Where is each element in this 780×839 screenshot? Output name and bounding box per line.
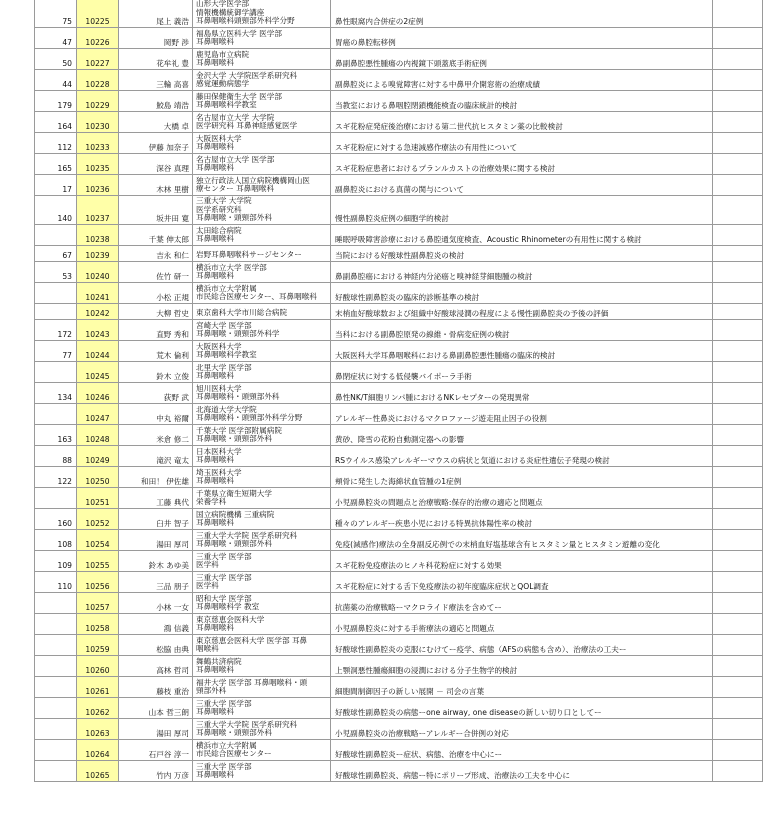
affiliation-cell[interactable]: 東京歯科大学市川総合病院 bbox=[193, 304, 331, 320]
presentation-title-cell[interactable]: 細胞間制御因子の新しい展開 － 司会の言葉 bbox=[331, 677, 713, 698]
row-number-cell[interactable]: 108 bbox=[35, 530, 77, 551]
presentation-title-cell[interactable]: スギ花粉免疫療法のヒノキ科花粉症に対する効果 bbox=[331, 551, 713, 572]
row-number-cell[interactable] bbox=[35, 362, 77, 383]
author-name-cell[interactable]: 吉永 和仁 bbox=[119, 246, 193, 262]
abstract-id-cell[interactable]: 10246 bbox=[77, 383, 119, 404]
table-row bbox=[35, 719, 763, 740]
table-row bbox=[35, 196, 763, 225]
row-number-cell[interactable]: 165 bbox=[35, 154, 77, 175]
row-number-cell[interactable] bbox=[35, 677, 77, 698]
table-row bbox=[35, 698, 763, 719]
row-number-cell[interactable]: 50 bbox=[35, 49, 77, 70]
table-row bbox=[35, 320, 763, 341]
empty-cell[interactable] bbox=[713, 154, 763, 175]
table-row bbox=[35, 467, 763, 488]
presentation-title-cell[interactable]: 好酸球性副鼻腔炎の病態ーone airway, one diseaseの新しい切り口としてー bbox=[331, 698, 713, 719]
table-row bbox=[35, 91, 763, 112]
author-name-cell[interactable]: 木林 里樹 bbox=[119, 175, 193, 196]
presentation-title-cell[interactable]: 黄砂、降雪の花粉自動測定器への影響 bbox=[331, 425, 713, 446]
author-name-cell[interactable]: 岡野 渉 bbox=[119, 28, 193, 49]
empty-cell[interactable] bbox=[713, 133, 763, 154]
abstract-id-cell[interactable]: 10243 bbox=[77, 320, 119, 341]
author-name-cell[interactable]: 大橋 卓 bbox=[119, 112, 193, 133]
affiliation-cell[interactable]: 名古屋市立大学 医学部 耳鼻咽喉科 bbox=[193, 154, 331, 175]
abstract-id-cell[interactable]: 10261 bbox=[77, 677, 119, 698]
affiliation-cell[interactable]: 横浜市立大学附属 市民総合医療センター、耳鼻咽喉科 bbox=[193, 283, 331, 304]
empty-cell[interactable] bbox=[713, 572, 763, 593]
presentation-title-cell[interactable]: 小児副鼻腔炎の治療戦略ーアレルギー合併例の対応 bbox=[331, 719, 713, 740]
row-number-cell[interactable]: 110 bbox=[35, 572, 77, 593]
author-name-cell[interactable]: 大柳 哲史 bbox=[119, 304, 193, 320]
row-number-cell[interactable]: 53 bbox=[35, 262, 77, 283]
presentation-title-cell[interactable]: 好酸球性副鼻腔炎の臨床的診断基準の検討 bbox=[331, 283, 713, 304]
presentation-title-cell[interactable]: 鼻副鼻腔癌における神経内分泌癌と嗅神経芽細胞腫の検討 bbox=[331, 262, 713, 283]
row-number-cell[interactable] bbox=[35, 304, 77, 320]
affiliation-cell[interactable]: 昭和大学 医学部 耳鼻咽喉科学 教室 bbox=[193, 593, 331, 614]
table-row bbox=[35, 635, 763, 656]
empty-cell[interactable] bbox=[713, 225, 763, 246]
abstract-id-cell[interactable]: 10258 bbox=[77, 614, 119, 635]
author-name-cell[interactable]: 山本 哲三朗 bbox=[119, 698, 193, 719]
abstract-id-cell[interactable]: 10227 bbox=[77, 49, 119, 70]
affiliation-cell[interactable]: 旭川医科大学 耳鼻咽喉科・頭頸部外科 bbox=[193, 383, 331, 404]
empty-cell[interactable] bbox=[713, 446, 763, 467]
abstract-id-cell[interactable]: 10233 bbox=[77, 133, 119, 154]
author-name-cell[interactable]: 滝沢 竜太 bbox=[119, 446, 193, 467]
presentation-title-cell[interactable]: 当科における副鼻腔原発の線維・骨病変症例の検討 bbox=[331, 320, 713, 341]
abstract-id-cell[interactable]: 10252 bbox=[77, 509, 119, 530]
abstract-id-cell[interactable]: 10228 bbox=[77, 70, 119, 91]
abstract-id-cell[interactable]: 10260 bbox=[77, 656, 119, 677]
empty-cell[interactable] bbox=[713, 614, 763, 635]
affiliation-cell[interactable]: 千葉大学 医学部附属病院 耳鼻咽喉・頭頸部外科 bbox=[193, 425, 331, 446]
empty-cell[interactable] bbox=[713, 677, 763, 698]
author-name-cell[interactable]: 竹内 万彦 bbox=[119, 761, 193, 782]
row-number-cell[interactable] bbox=[35, 404, 77, 425]
empty-cell[interactable] bbox=[713, 49, 763, 70]
author-name-cell[interactable]: 湯田 厚司 bbox=[119, 719, 193, 740]
row-number-cell[interactable]: 75 bbox=[35, 0, 77, 28]
presentation-title-cell[interactable]: 大阪医科大学耳鼻咽喉科における鼻副鼻腔悪性腫瘍の臨床的検討 bbox=[331, 341, 713, 362]
abstract-id-cell[interactable]: 10225 bbox=[77, 0, 119, 28]
abstract-id-cell[interactable]: 10250 bbox=[77, 467, 119, 488]
abstract-id-cell[interactable]: 10257 bbox=[77, 593, 119, 614]
presentation-title-cell[interactable]: 鼻副鼻腔悪性腫瘍の内視鏡下頭蓋底手術症例 bbox=[331, 49, 713, 70]
empty-cell[interactable] bbox=[713, 262, 763, 283]
table-row bbox=[35, 28, 763, 49]
empty-cell[interactable] bbox=[713, 70, 763, 91]
row-number-cell[interactable]: 77 bbox=[35, 341, 77, 362]
affiliation-cell[interactable]: 三重大学 大学院 医学系研究科 耳鼻咽喉・頭頸部外科 bbox=[193, 196, 331, 225]
empty-cell[interactable] bbox=[713, 740, 763, 761]
abstract-id-cell[interactable]: 10265 bbox=[77, 761, 119, 782]
empty-cell[interactable] bbox=[713, 635, 763, 656]
table-row bbox=[35, 341, 763, 362]
presentation-title-cell[interactable]: 鼻閉症状に対する低侵襲バイポーラ手術 bbox=[331, 362, 713, 383]
presentation-title-cell[interactable]: 当院における好酸球性副鼻腔炎の検討 bbox=[331, 246, 713, 262]
affiliation-cell[interactable]: 金沢大学 大学院医学系研究科 感覚運動病態学 bbox=[193, 70, 331, 91]
author-name-cell[interactable]: 花牟礼 豊 bbox=[119, 49, 193, 70]
abstract-id-cell[interactable]: 10238 bbox=[77, 225, 119, 246]
presentation-title-cell[interactable]: 小児副鼻腔炎に対する手術療法の適応と問題点 bbox=[331, 614, 713, 635]
affiliation-cell[interactable]: 独立行政法人国立病院機構岡山医 療センター 耳鼻咽喉科 bbox=[193, 175, 331, 196]
affiliation-cell[interactable]: 三重大学 医学部 医学科 bbox=[193, 572, 331, 593]
abstract-id-cell[interactable]: 10237 bbox=[77, 196, 119, 225]
empty-cell[interactable] bbox=[713, 283, 763, 304]
author-name-cell[interactable]: 佐竹 研一 bbox=[119, 262, 193, 283]
table-row bbox=[35, 362, 763, 383]
table-body bbox=[35, 0, 763, 782]
row-number-cell[interactable]: 163 bbox=[35, 425, 77, 446]
empty-cell[interactable] bbox=[713, 304, 763, 320]
author-name-cell[interactable]: 松脇 由典 bbox=[119, 635, 193, 656]
affiliation-cell[interactable]: 三重大学 医学部 耳鼻咽喉科 bbox=[193, 698, 331, 719]
abstract-id-cell[interactable]: 10251 bbox=[77, 488, 119, 509]
empty-cell[interactable] bbox=[713, 698, 763, 719]
row-number-cell[interactable]: 160 bbox=[35, 509, 77, 530]
presentation-title-cell[interactable]: 慢性副鼻腔炎症例の細胞学的検討 bbox=[331, 196, 713, 225]
affiliation-cell[interactable]: 北海道大学大学院 耳鼻咽喉科・頭頸部外科学分野 bbox=[193, 404, 331, 425]
abstract-id-cell[interactable]: 10241 bbox=[77, 283, 119, 304]
author-name-cell[interactable]: 鈴木 あゆ美 bbox=[119, 551, 193, 572]
table-row bbox=[35, 0, 763, 28]
abstract-id-cell[interactable]: 10242 bbox=[77, 304, 119, 320]
row-number-cell[interactable] bbox=[35, 225, 77, 246]
author-name-cell[interactable]: 千葉 伸太郎 bbox=[119, 225, 193, 246]
table-row bbox=[35, 383, 763, 404]
table-row bbox=[35, 656, 763, 677]
table-row bbox=[35, 425, 763, 446]
affiliation-cell[interactable]: 太田総合病院 耳鼻咽喉科 bbox=[193, 225, 331, 246]
empty-cell[interactable] bbox=[713, 593, 763, 614]
affiliation-cell[interactable]: 国立病院機構 三重病院 耳鼻咽喉科 bbox=[193, 509, 331, 530]
row-number-cell[interactable]: 172 bbox=[35, 320, 77, 341]
row-number-cell[interactable]: 140 bbox=[35, 196, 77, 225]
author-name-cell[interactable]: 鈴木 立俊 bbox=[119, 362, 193, 383]
abstract-id-cell[interactable]: 10239 bbox=[77, 246, 119, 262]
author-name-cell[interactable]: 小松 正規 bbox=[119, 283, 193, 304]
abstract-table bbox=[34, 0, 763, 782]
row-number-cell[interactable]: 109 bbox=[35, 551, 77, 572]
affiliation-cell[interactable]: 埼玉医科大学 耳鼻咽喉科 bbox=[193, 467, 331, 488]
abstract-id-cell[interactable]: 10249 bbox=[77, 446, 119, 467]
empty-cell[interactable] bbox=[713, 551, 763, 572]
abstract-id-cell[interactable]: 10259 bbox=[77, 635, 119, 656]
empty-cell[interactable] bbox=[713, 196, 763, 225]
row-number-cell[interactable]: 88 bbox=[35, 446, 77, 467]
abstract-id-cell[interactable]: 10247 bbox=[77, 404, 119, 425]
author-name-cell[interactable]: 鴻 信義 bbox=[119, 614, 193, 635]
affiliation-cell[interactable]: 岩野耳鼻咽喉科サージセンター bbox=[193, 246, 331, 262]
abstract-id-cell[interactable]: 10244 bbox=[77, 341, 119, 362]
table-row bbox=[35, 740, 763, 761]
affiliation-cell[interactable]: 横浜市立大学 医学部 耳鼻咽喉科 bbox=[193, 262, 331, 283]
table-row bbox=[35, 262, 763, 283]
author-name-cell[interactable]: 鮫島 靖浩 bbox=[119, 91, 193, 112]
row-number-cell[interactable]: 67 bbox=[35, 246, 77, 262]
abstract-id-cell[interactable]: 10240 bbox=[77, 262, 119, 283]
abstract-id-cell[interactable]: 10236 bbox=[77, 175, 119, 196]
author-name-cell[interactable]: 直野 秀和 bbox=[119, 320, 193, 341]
table-row bbox=[35, 70, 763, 91]
presentation-title-cell[interactable]: スギ花粉症患者におけるプランルカストの治療効果に関する検討 bbox=[331, 154, 713, 175]
row-number-cell[interactable] bbox=[35, 593, 77, 614]
empty-cell[interactable] bbox=[713, 112, 763, 133]
empty-cell[interactable] bbox=[713, 509, 763, 530]
author-name-cell[interactable]: 荻野 武 bbox=[119, 383, 193, 404]
affiliation-cell[interactable]: 山形大学医学部 情報機構統御学講座 耳鼻咽喉科頭頸部外科学分野 bbox=[193, 0, 331, 28]
presentation-title-cell[interactable]: 好酸球性副鼻腔炎の克服にむけてー疫学、病態（AFSの病態も含め）、治療法の工夫ー bbox=[331, 635, 713, 656]
row-number-cell[interactable] bbox=[35, 698, 77, 719]
abstract-id-cell[interactable]: 10229 bbox=[77, 91, 119, 112]
author-name-cell[interactable]: 三輪 高喜 bbox=[119, 70, 193, 91]
affiliation-cell[interactable]: 三重大学大学院 医学系研究科 耳鼻咽喉・頭頸部外科 bbox=[193, 530, 331, 551]
presentation-title-cell[interactable]: 好酸球性副鼻腔炎ー症状、病態、治療を中心にー bbox=[331, 740, 713, 761]
row-number-cell[interactable] bbox=[35, 488, 77, 509]
row-number-cell[interactable]: 179 bbox=[35, 91, 77, 112]
table-row bbox=[35, 677, 763, 698]
author-name-cell[interactable]: 荒木 倫利 bbox=[119, 341, 193, 362]
presentation-title-cell[interactable]: 鼻性眼窩内合併症の2症例 bbox=[331, 0, 713, 28]
affiliation-cell[interactable]: 三重大学 医学部 医学科 bbox=[193, 551, 331, 572]
empty-cell[interactable] bbox=[713, 320, 763, 341]
row-number-cell[interactable]: 122 bbox=[35, 467, 77, 488]
presentation-title-cell[interactable]: 好酸球性副鼻腔炎、病態ー特にポリープ形成、治療法の工夫を中心に bbox=[331, 761, 713, 782]
empty-cell[interactable] bbox=[713, 656, 763, 677]
empty-cell[interactable] bbox=[713, 404, 763, 425]
abstract-id-cell[interactable]: 10263 bbox=[77, 719, 119, 740]
presentation-title-cell[interactable]: スギ花粉症に対する急速減感作療法の有用性について bbox=[331, 133, 713, 154]
author-name-cell[interactable]: 湯田 厚司 bbox=[119, 530, 193, 551]
table-row bbox=[35, 572, 763, 593]
row-number-cell[interactable]: 134 bbox=[35, 383, 77, 404]
presentation-title-cell[interactable]: アレルギー性鼻炎におけるマクロファージ遊走阻止因子の役割 bbox=[331, 404, 713, 425]
author-name-cell[interactable]: 中丸 裕爾 bbox=[119, 404, 193, 425]
author-name-cell[interactable]: 高林 哲司 bbox=[119, 656, 193, 677]
table-row bbox=[35, 49, 763, 70]
empty-cell[interactable] bbox=[713, 761, 763, 782]
presentation-title-cell[interactable]: 副鼻腔炎による嗅覚障害に対する中鼻甲介開窓術の治療成績 bbox=[331, 70, 713, 91]
row-number-cell[interactable] bbox=[35, 283, 77, 304]
empty-cell[interactable] bbox=[713, 91, 763, 112]
affiliation-cell[interactable]: 三重大学大学院 医学系研究科 耳鼻咽喉・頭頸部外科 bbox=[193, 719, 331, 740]
affiliation-cell[interactable]: 北里大学 医学部 耳鼻咽喉科 bbox=[193, 362, 331, 383]
affiliation-cell[interactable]: 藤田保健衛生大学 医学部 耳鼻咽喉科学教室 bbox=[193, 91, 331, 112]
empty-cell[interactable] bbox=[713, 530, 763, 551]
author-name-cell[interactable]: 石戸谷 淳一 bbox=[119, 740, 193, 761]
abstract-id-cell[interactable]: 10262 bbox=[77, 698, 119, 719]
author-name-cell[interactable]: 坂井田 寛 bbox=[119, 196, 193, 225]
presentation-title-cell[interactable]: 抗菌薬の治療戦略ーマクロライド療法を含めてー bbox=[331, 593, 713, 614]
table-row bbox=[35, 593, 763, 614]
presentation-title-cell[interactable]: 種々のアレルギー疾患小児における特異抗体陽性率の検討 bbox=[331, 509, 713, 530]
affiliation-cell[interactable]: 東京慈恵会医科大学 耳鼻咽喉科 bbox=[193, 614, 331, 635]
abstract-id-cell[interactable]: 10248 bbox=[77, 425, 119, 446]
affiliation-cell[interactable]: 鹿児島市立病院 耳鼻咽喉科 bbox=[193, 49, 331, 70]
presentation-title-cell[interactable]: 当教室における鼻咽腔閉鎖機能検査の臨床統計的検討 bbox=[331, 91, 713, 112]
abstract-id-cell[interactable]: 10256 bbox=[77, 572, 119, 593]
row-number-cell[interactable] bbox=[35, 656, 77, 677]
affiliation-cell[interactable]: 福島県立医科大学 医学部 耳鼻咽喉科 bbox=[193, 28, 331, 49]
empty-cell[interactable] bbox=[713, 246, 763, 262]
empty-cell[interactable] bbox=[713, 467, 763, 488]
author-name-cell[interactable]: 三品 朋子 bbox=[119, 572, 193, 593]
row-number-cell[interactable]: 17 bbox=[35, 175, 77, 196]
table-row bbox=[35, 175, 763, 196]
table-row bbox=[35, 551, 763, 572]
author-name-cell[interactable]: 工藤 典代 bbox=[119, 488, 193, 509]
abstract-id-cell[interactable]: 10235 bbox=[77, 154, 119, 175]
presentation-title-cell[interactable]: スギ花粉症発症後治療における第二世代抗ヒスタミン薬の比較検討 bbox=[331, 112, 713, 133]
empty-cell[interactable] bbox=[713, 362, 763, 383]
author-name-cell[interactable]: 藤枝 重治 bbox=[119, 677, 193, 698]
affiliation-cell[interactable]: 三重大学 医学部 耳鼻咽喉科 bbox=[193, 761, 331, 782]
table-row bbox=[35, 225, 763, 246]
presentation-title-cell[interactable]: RSウイルス感染アレルギーマウスの病状と気道における炎症性遺伝子発現の検討 bbox=[331, 446, 713, 467]
table-row bbox=[35, 614, 763, 635]
author-name-cell[interactable]: 伊藤 加奈子 bbox=[119, 133, 193, 154]
empty-cell[interactable] bbox=[713, 28, 763, 49]
row-number-cell[interactable] bbox=[35, 740, 77, 761]
presentation-title-cell[interactable]: 睡眠呼吸障害診療における鼻腔通気度検査、Acoustic Rhinometerの有用性に関する検討 bbox=[331, 225, 713, 246]
table-row bbox=[35, 154, 763, 175]
empty-cell[interactable] bbox=[713, 719, 763, 740]
abstract-id-cell[interactable]: 10230 bbox=[77, 112, 119, 133]
author-name-cell[interactable]: 米倉 修二 bbox=[119, 425, 193, 446]
author-name-cell[interactable]: 尾上 義浩 bbox=[119, 0, 193, 28]
row-number-cell[interactable]: 47 bbox=[35, 28, 77, 49]
empty-cell[interactable] bbox=[713, 425, 763, 446]
empty-cell[interactable] bbox=[713, 0, 763, 28]
presentation-title-cell[interactable]: 上顎洞悪性腫瘍細胞の浸潤における分子生物学的検討 bbox=[331, 656, 713, 677]
abstract-id-cell[interactable]: 10245 bbox=[77, 362, 119, 383]
affiliation-cell[interactable]: 舞鶴共済病院 耳鼻咽喉科 bbox=[193, 656, 331, 677]
table-row bbox=[35, 509, 763, 530]
table-row bbox=[35, 404, 763, 425]
affiliation-cell[interactable]: 名古屋市立大学 大学院 医学研究科 耳鼻神経感覚医学 bbox=[193, 112, 331, 133]
empty-cell[interactable] bbox=[713, 341, 763, 362]
abstract-id-cell[interactable]: 10254 bbox=[77, 530, 119, 551]
table-row bbox=[35, 530, 763, 551]
affiliation-cell[interactable]: 東京慈恵会医科大学 医学部 耳鼻 咽喉科 bbox=[193, 635, 331, 656]
table-row bbox=[35, 112, 763, 133]
table-row bbox=[35, 488, 763, 509]
row-number-cell[interactable]: 164 bbox=[35, 112, 77, 133]
affiliation-cell[interactable]: 福井大学 医学部 耳鼻咽喉科・頭 頸部外科 bbox=[193, 677, 331, 698]
row-number-cell[interactable] bbox=[35, 719, 77, 740]
author-name-cell[interactable]: 臼井 智子 bbox=[119, 509, 193, 530]
affiliation-cell[interactable]: 大阪医科大学 耳鼻咽喉科 bbox=[193, 133, 331, 154]
row-number-cell[interactable]: 44 bbox=[35, 70, 77, 91]
abstract-id-cell[interactable]: 10255 bbox=[77, 551, 119, 572]
empty-cell[interactable] bbox=[713, 175, 763, 196]
affiliation-cell[interactable]: 大阪医科大学 耳鼻咽喉科学教室 bbox=[193, 341, 331, 362]
presentation-title-cell[interactable]: 末梢血好酸球数および組織中好酸球浸潤の程度による慢性副鼻腔炎の予後の評価 bbox=[331, 304, 713, 320]
table-row bbox=[35, 761, 763, 782]
presentation-title-cell[interactable]: 副鼻腔炎における真菌の関与について bbox=[331, 175, 713, 196]
presentation-title-cell[interactable]: 小児副鼻腔炎の問題点と治療戦略:保存的治療の適応と問題点 bbox=[331, 488, 713, 509]
row-number-cell[interactable] bbox=[35, 761, 77, 782]
table-row bbox=[35, 133, 763, 154]
presentation-title-cell[interactable]: スギ花粉症に対する舌下免疫療法の初年度臨床症状とQOL調査 bbox=[331, 572, 713, 593]
table-row bbox=[35, 283, 763, 304]
empty-cell[interactable] bbox=[713, 488, 763, 509]
author-name-cell[interactable]: 深谷 真理 bbox=[119, 154, 193, 175]
empty-cell[interactable] bbox=[713, 383, 763, 404]
table-row bbox=[35, 304, 763, 320]
author-name-cell[interactable]: 小林 一女 bbox=[119, 593, 193, 614]
abstract-id-cell[interactable]: 10226 bbox=[77, 28, 119, 49]
affiliation-cell[interactable]: 千葉県立衛生短期大学 栄養学科 bbox=[193, 488, 331, 509]
presentation-title-cell[interactable]: 鼻性NK/T細胞リンパ腫におけるNKレセプターの発現異常 bbox=[331, 383, 713, 404]
affiliation-cell[interactable]: 宮崎大学 医学部 耳鼻咽喉・頭頸部外科学 bbox=[193, 320, 331, 341]
row-number-cell[interactable]: 112 bbox=[35, 133, 77, 154]
abstract-id-cell[interactable]: 10264 bbox=[77, 740, 119, 761]
presentation-title-cell[interactable]: 免疫(減感作)療法の全身副反応例での末梢血好塩基球含有ヒスタミン量とヒスタミン遊離の変化 bbox=[331, 530, 713, 551]
row-number-cell[interactable] bbox=[35, 614, 77, 635]
table-row bbox=[35, 246, 763, 262]
affiliation-cell[interactable]: 日本医科大学 耳鼻咽喉科 bbox=[193, 446, 331, 467]
presentation-title-cell[interactable]: 胃癌の鼻腔転移例 bbox=[331, 28, 713, 49]
table-row bbox=[35, 446, 763, 467]
presentation-title-cell[interactable]: 頬骨に発生した海綿状血管腫の1症例 bbox=[331, 467, 713, 488]
author-name-cell[interactable]: 和田！ 伊佐雄 bbox=[119, 467, 193, 488]
affiliation-cell[interactable]: 横浜市立大学附属 市民総合医療センター bbox=[193, 740, 331, 761]
row-number-cell[interactable] bbox=[35, 635, 77, 656]
